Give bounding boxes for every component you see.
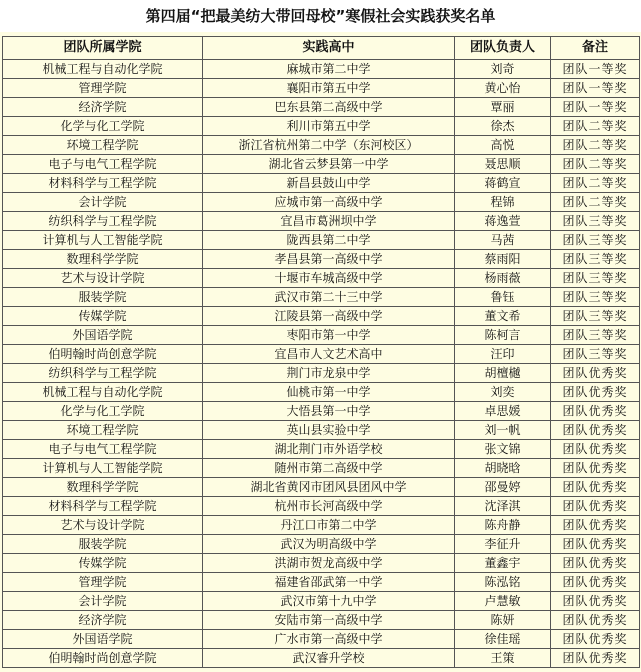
table-row [3, 516, 640, 535]
table-row [3, 117, 640, 136]
table-row [3, 649, 640, 668]
note-cell: 团队三等奖 [551, 231, 640, 250]
note-cell: 团队二等奖 [551, 117, 640, 136]
college-cell: 机械工程与自动化学院 [3, 60, 203, 79]
school-cell: 孝昌县第一高级中学 [203, 250, 455, 269]
college-cell: 外国语学院 [3, 630, 203, 649]
leader-cell: 李征升 [455, 535, 551, 554]
school-cell: 枣阳市第一中学 [203, 326, 455, 345]
leader-cell: 董鑫宇 [455, 554, 551, 573]
note-cell: 团队优秀奖 [551, 497, 640, 516]
leader-cell: 高悦 [455, 136, 551, 155]
leader-cell: 陈妍 [455, 611, 551, 630]
table-row [3, 345, 640, 364]
note-cell: 团队一等奖 [551, 60, 640, 79]
leader-cell: 刘奕 [455, 383, 551, 402]
school-cell: 大悟县第一中学 [203, 402, 455, 421]
college-cell: 机械工程与自动化学院 [3, 383, 203, 402]
note-cell: 团队优秀奖 [551, 649, 640, 668]
college-cell: 传媒学院 [3, 554, 203, 573]
college-cell: 材料科学与工程学院 [3, 174, 203, 193]
note-cell: 团队优秀奖 [551, 459, 640, 478]
leader-cell: 徐杰 [455, 117, 551, 136]
leader-cell: 王策 [455, 649, 551, 668]
school-cell: 浙江省杭州第二中学（东河校区） [203, 136, 455, 155]
table-row [3, 402, 640, 421]
college-cell: 会计学院 [3, 193, 203, 212]
note-cell: 团队二等奖 [551, 193, 640, 212]
leader-cell: 胡晓晗 [455, 459, 551, 478]
school-cell: 武汉睿升学校 [203, 649, 455, 668]
note-cell: 团队三等奖 [551, 307, 640, 326]
table-row [3, 326, 640, 345]
note-cell: 团队三等奖 [551, 288, 640, 307]
school-cell: 荆门市龙泉中学 [203, 364, 455, 383]
college-cell: 管理学院 [3, 79, 203, 98]
college-cell: 数理科学学院 [3, 250, 203, 269]
school-cell: 武汉市第十九中学 [203, 592, 455, 611]
note-cell: 团队三等奖 [551, 326, 640, 345]
college-cell: 服装学院 [3, 535, 203, 554]
table-row [3, 193, 640, 212]
school-cell: 陇西县第二中学 [203, 231, 455, 250]
college-cell: 经济学院 [3, 611, 203, 630]
college-cell: 电子与电气工程学院 [3, 440, 203, 459]
school-cell: 丹江口市第二中学 [203, 516, 455, 535]
note-cell: 团队优秀奖 [551, 478, 640, 497]
school-cell: 洪湖市贺龙高级中学 [203, 554, 455, 573]
leader-cell: 刘奇 [455, 60, 551, 79]
table-row [3, 440, 640, 459]
leader-cell: 卢慧敏 [455, 592, 551, 611]
school-cell: 利川市第五中学 [203, 117, 455, 136]
school-cell: 新昌县鼓山中学 [203, 174, 455, 193]
school-cell: 巴东县第二高级中学 [203, 98, 455, 117]
note-cell: 团队优秀奖 [551, 440, 640, 459]
note-cell: 团队优秀奖 [551, 364, 640, 383]
note-cell: 团队优秀奖 [551, 630, 640, 649]
note-cell: 团队三等奖 [551, 345, 640, 364]
college-cell: 计算机与人工智能学院 [3, 459, 203, 478]
college-cell: 外国语学院 [3, 326, 203, 345]
college-cell: 环境工程学院 [3, 421, 203, 440]
column-header-note: 备注 [551, 37, 640, 60]
leader-cell: 徐佳瑶 [455, 630, 551, 649]
table-row [3, 98, 640, 117]
college-cell: 化学与化工学院 [3, 117, 203, 136]
school-cell: 襄阳市第五中学 [203, 79, 455, 98]
table-row [3, 212, 640, 231]
school-cell: 武汉市第二十三中学 [203, 288, 455, 307]
college-cell: 服装学院 [3, 288, 203, 307]
school-cell: 麻城市第二中学 [203, 60, 455, 79]
table-row [3, 269, 640, 288]
college-cell: 计算机与人工智能学院 [3, 231, 203, 250]
note-cell: 团队优秀奖 [551, 516, 640, 535]
school-cell: 湖北省云梦县第一中学 [203, 155, 455, 174]
college-cell: 数理科学学院 [3, 478, 203, 497]
leader-cell: 卓思媛 [455, 402, 551, 421]
table-row [3, 459, 640, 478]
table-row [3, 554, 640, 573]
school-cell: 仙桃市第一中学 [203, 383, 455, 402]
college-cell: 传媒学院 [3, 307, 203, 326]
college-cell: 纺织科学与工程学院 [3, 364, 203, 383]
note-cell: 团队优秀奖 [551, 421, 640, 440]
leader-cell: 聂思顺 [455, 155, 551, 174]
leader-cell: 程锦 [455, 193, 551, 212]
note-cell: 团队优秀奖 [551, 611, 640, 630]
school-cell: 湖北省黄冈市团风县团风中学 [203, 478, 455, 497]
table-row [3, 573, 640, 592]
school-cell: 广水市第一高级中学 [203, 630, 455, 649]
column-header-leader: 团队负责人 [455, 37, 551, 60]
leader-cell: 刘一帆 [455, 421, 551, 440]
leader-cell: 蒋鹤宣 [455, 174, 551, 193]
college-cell: 材料科学与工程学院 [3, 497, 203, 516]
note-cell: 团队优秀奖 [551, 402, 640, 421]
college-cell: 伯明翰时尚创意学院 [3, 649, 203, 668]
table-header-row [3, 37, 640, 60]
column-header-school: 实践高中 [203, 37, 455, 60]
note-cell: 团队三等奖 [551, 269, 640, 288]
award-table [2, 36, 640, 668]
table-row [3, 136, 640, 155]
college-cell: 伯明翰时尚创意学院 [3, 345, 203, 364]
college-cell: 纺织科学与工程学院 [3, 212, 203, 231]
college-cell: 艺术与设计学院 [3, 269, 203, 288]
note-cell: 团队优秀奖 [551, 383, 640, 402]
leader-cell: 陈柯言 [455, 326, 551, 345]
college-cell: 经济学院 [3, 98, 203, 117]
note-cell: 团队优秀奖 [551, 535, 640, 554]
leader-cell: 董文希 [455, 307, 551, 326]
table-row [3, 421, 640, 440]
leader-cell: 马茜 [455, 231, 551, 250]
school-cell: 湖北荆门市外语学校 [203, 440, 455, 459]
leader-cell: 邵曼婷 [455, 478, 551, 497]
table-row [3, 383, 640, 402]
table-row [3, 630, 640, 649]
college-cell: 艺术与设计学院 [3, 516, 203, 535]
school-cell: 宜昌市葛洲坝中学 [203, 212, 455, 231]
school-cell: 武汉为明高级中学 [203, 535, 455, 554]
leader-cell: 蔡雨阳 [455, 250, 551, 269]
leader-cell: 覃丽 [455, 98, 551, 117]
table-row [3, 79, 640, 98]
school-cell: 安陆市第一高级中学 [203, 611, 455, 630]
school-cell: 十堰市车城高级中学 [203, 269, 455, 288]
note-cell: 团队优秀奖 [551, 573, 640, 592]
school-cell: 江陵县第一高级中学 [203, 307, 455, 326]
table-row [3, 60, 640, 79]
table-row [3, 592, 640, 611]
note-cell: 团队二等奖 [551, 136, 640, 155]
college-cell: 会计学院 [3, 592, 203, 611]
note-cell: 团队一等奖 [551, 98, 640, 117]
leader-cell: 胡檀樾 [455, 364, 551, 383]
college-cell: 化学与化工学院 [3, 402, 203, 421]
leader-cell: 黄心怡 [455, 79, 551, 98]
note-cell: 团队三等奖 [551, 250, 640, 269]
leader-cell: 汪印 [455, 345, 551, 364]
leader-cell: 陈泓铭 [455, 573, 551, 592]
table-row [3, 497, 640, 516]
school-cell: 英山县实验中学 [203, 421, 455, 440]
note-cell: 团队三等奖 [551, 212, 640, 231]
leader-cell: 鲁钰 [455, 288, 551, 307]
table-row [3, 307, 640, 326]
note-cell: 团队一等奖 [551, 79, 640, 98]
table-row [3, 250, 640, 269]
table-row [3, 174, 640, 193]
leader-cell: 张文锦 [455, 440, 551, 459]
leader-cell: 杨雨薇 [455, 269, 551, 288]
table-row [3, 364, 640, 383]
school-cell: 福建省邵武第一中学 [203, 573, 455, 592]
college-cell: 电子与电气工程学院 [3, 155, 203, 174]
column-header-college: 团队所属学院 [3, 37, 203, 60]
table-row [3, 288, 640, 307]
school-cell: 杭州市长河高级中学 [203, 497, 455, 516]
note-cell: 团队优秀奖 [551, 554, 640, 573]
leader-cell: 陈舟静 [455, 516, 551, 535]
document-title: 第四届“把最美纺大带回母校”寒假社会实践获奖名单 [0, 0, 641, 32]
leader-cell: 沈泽淇 [455, 497, 551, 516]
school-cell: 应城市第一高级中学 [203, 193, 455, 212]
note-cell: 团队二等奖 [551, 155, 640, 174]
table-row [3, 231, 640, 250]
table-row [3, 535, 640, 554]
note-cell: 团队优秀奖 [551, 592, 640, 611]
school-cell: 随州市第二高级中学 [203, 459, 455, 478]
school-cell: 宜昌市人文艺术高中 [203, 345, 455, 364]
table-row [3, 611, 640, 630]
table-row [3, 478, 640, 497]
table-row [3, 155, 640, 174]
leader-cell: 蒋逸萱 [455, 212, 551, 231]
college-cell: 环境工程学院 [3, 136, 203, 155]
note-cell: 团队二等奖 [551, 174, 640, 193]
college-cell: 管理学院 [3, 573, 203, 592]
